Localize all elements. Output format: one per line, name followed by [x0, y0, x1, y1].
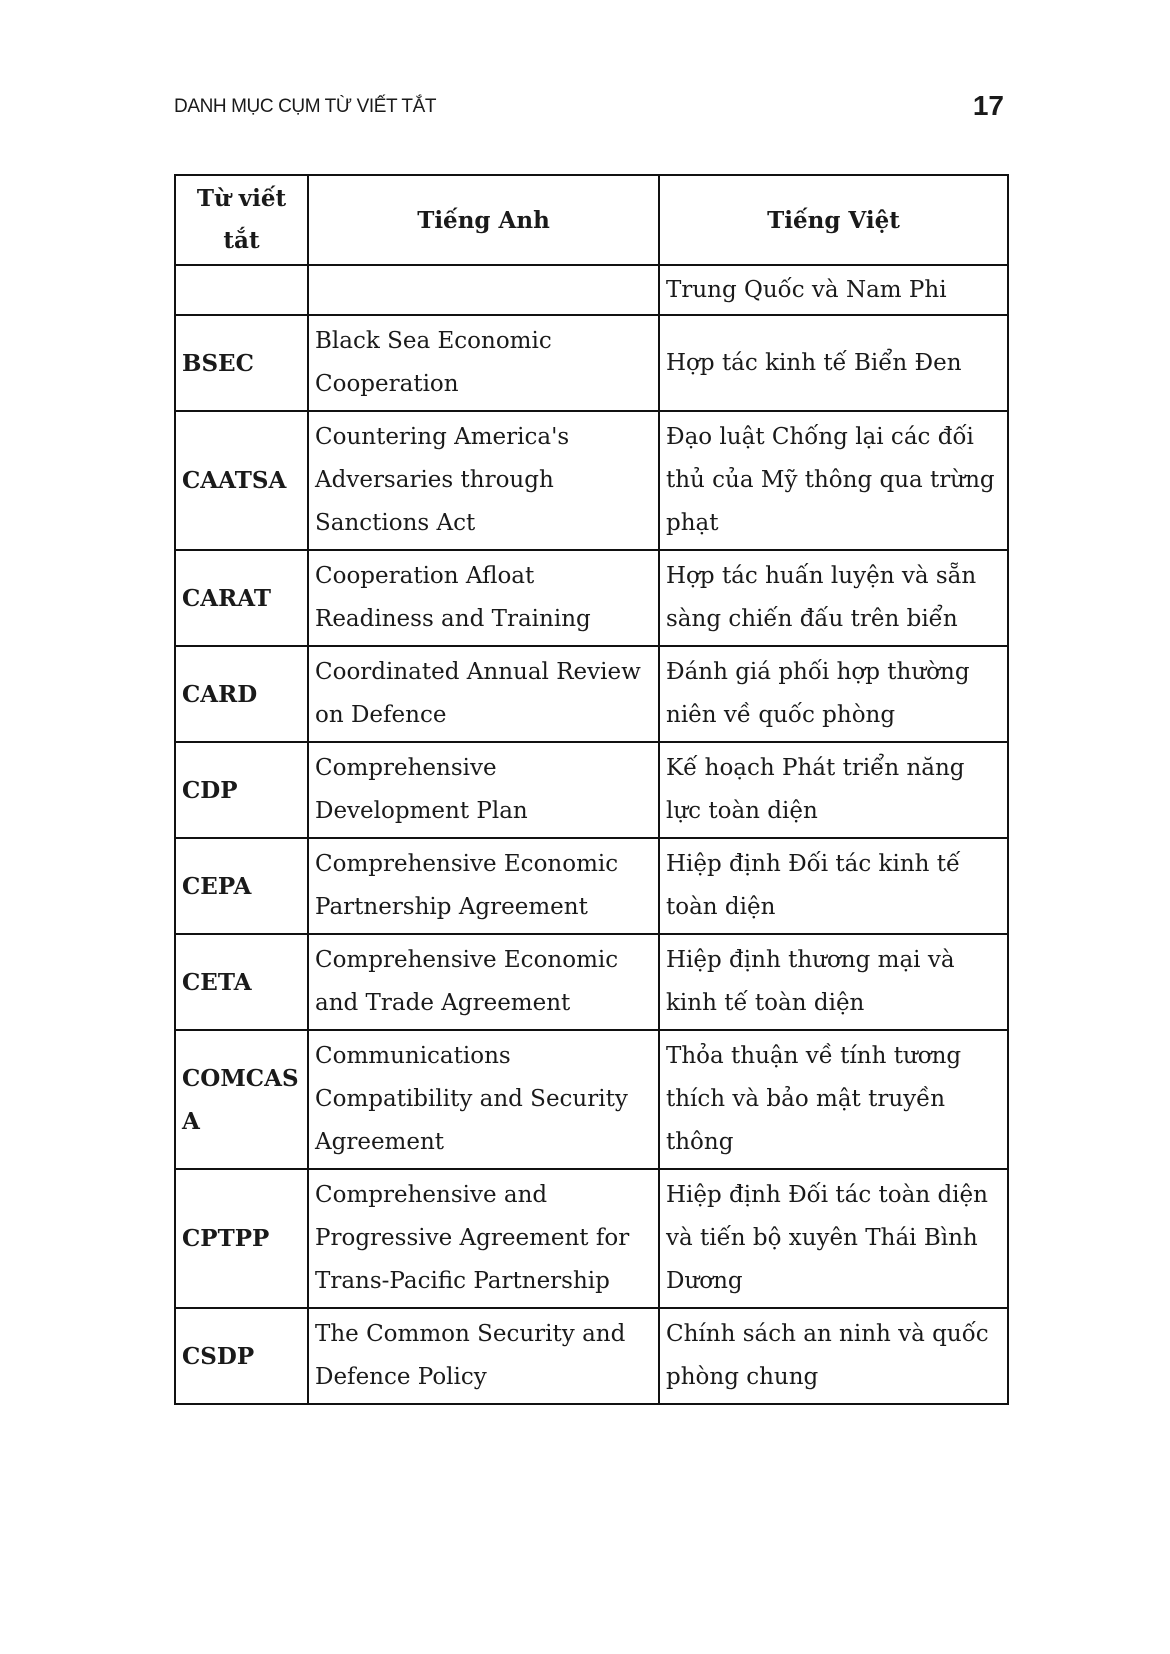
vietnamese-term-cell: Chính sách an ninh và quốc phòng chung	[659, 1308, 1008, 1404]
english-term-cell	[308, 265, 659, 315]
vietnamese-term-cell: Hiệp định thương mại và kinh tế toàn diện	[659, 934, 1008, 1030]
vietnamese-term-cell: Hợp tác kinh tế Biển Đen	[659, 315, 1008, 411]
running-header-title: DANH MỤC CỤM TỪ VIẾT TẮT	[174, 96, 437, 117]
english-term-cell: Comprehensive Economic Partnership Agreement	[308, 838, 659, 934]
english-term-cell: Black Sea Economic Cooperation	[308, 315, 659, 411]
table-row	[175, 315, 1008, 411]
english-term-cell: Cooperation Afloat Readiness and Training	[308, 550, 659, 646]
table-row	[175, 742, 1008, 838]
abbreviation-cell: CSDP	[175, 1308, 308, 1404]
english-term-cell: Communications Compatibility and Security Agreement	[308, 1030, 659, 1169]
english-term-cell: Countering America's Adversaries through Sanctions Act	[308, 411, 659, 550]
vietnamese-term-cell: Đánh giá phối hợp thường niên về quốc phòng	[659, 646, 1008, 742]
table-row	[175, 934, 1008, 1030]
abbreviation-cell: CARAT	[175, 550, 308, 646]
english-term-cell: Coordinated Annual Review on Defence	[308, 646, 659, 742]
table-row	[175, 265, 1008, 315]
vietnamese-term-cell: Đạo luật Chống lại các đối thủ của Mỹ thông qua trừng phạt	[659, 411, 1008, 550]
table-row	[175, 838, 1008, 934]
abbreviation-cell: BSEC	[175, 315, 308, 411]
abbreviation-table	[174, 174, 1009, 1405]
abbreviation-cell: CEPA	[175, 838, 308, 934]
english-term-cell: Comprehensive and Progressive Agreement for Trans-Pacific Partnership	[308, 1169, 659, 1308]
english-term-cell: The Common Security and Defence Policy	[308, 1308, 659, 1404]
column-header-vietnamese: Tiếng Việt	[659, 175, 1008, 265]
abbreviation-cell: CARD	[175, 646, 308, 742]
english-term-cell: Comprehensive Development Plan	[308, 742, 659, 838]
abbreviation-cell: CAATSA	[175, 411, 308, 550]
table-row	[175, 1169, 1008, 1308]
vietnamese-term-cell: Kế hoạch Phát triển năng lực toàn diện	[659, 742, 1008, 838]
table-header-row	[175, 175, 1008, 265]
table-row	[175, 411, 1008, 550]
english-term-cell: Comprehensive Economic and Trade Agreement	[308, 934, 659, 1030]
table-row	[175, 646, 1008, 742]
abbreviation-cell: CDP	[175, 742, 308, 838]
vietnamese-term-cell: Hiệp định Đối tác toàn diện và tiến bộ xuyên Thái Bình Dương	[659, 1169, 1008, 1308]
vietnamese-term-cell: Hiệp định Đối tác kinh tế toàn diện	[659, 838, 1008, 934]
column-header-abbreviation: Từ viết tắt	[175, 175, 308, 265]
vietnamese-term-cell: Trung Quốc và Nam Phi	[659, 265, 1008, 315]
vietnamese-term-cell: Hợp tác huấn luyện và sẵn sàng chiến đấu trên biển	[659, 550, 1008, 646]
page-number: 17	[972, 90, 1004, 121]
abbreviation-cell: CETA	[175, 934, 308, 1030]
abbreviation-cell: CPTPP	[175, 1169, 308, 1308]
table-row	[175, 550, 1008, 646]
table-row	[175, 1030, 1008, 1169]
abbreviation-cell: COMCASA	[175, 1030, 308, 1169]
table-row	[175, 1308, 1008, 1404]
vietnamese-term-cell: Thỏa thuận về tính tương thích và bảo mật truyền thông	[659, 1030, 1008, 1169]
abbreviation-cell	[175, 265, 308, 315]
column-header-english: Tiếng Anh	[308, 175, 659, 265]
